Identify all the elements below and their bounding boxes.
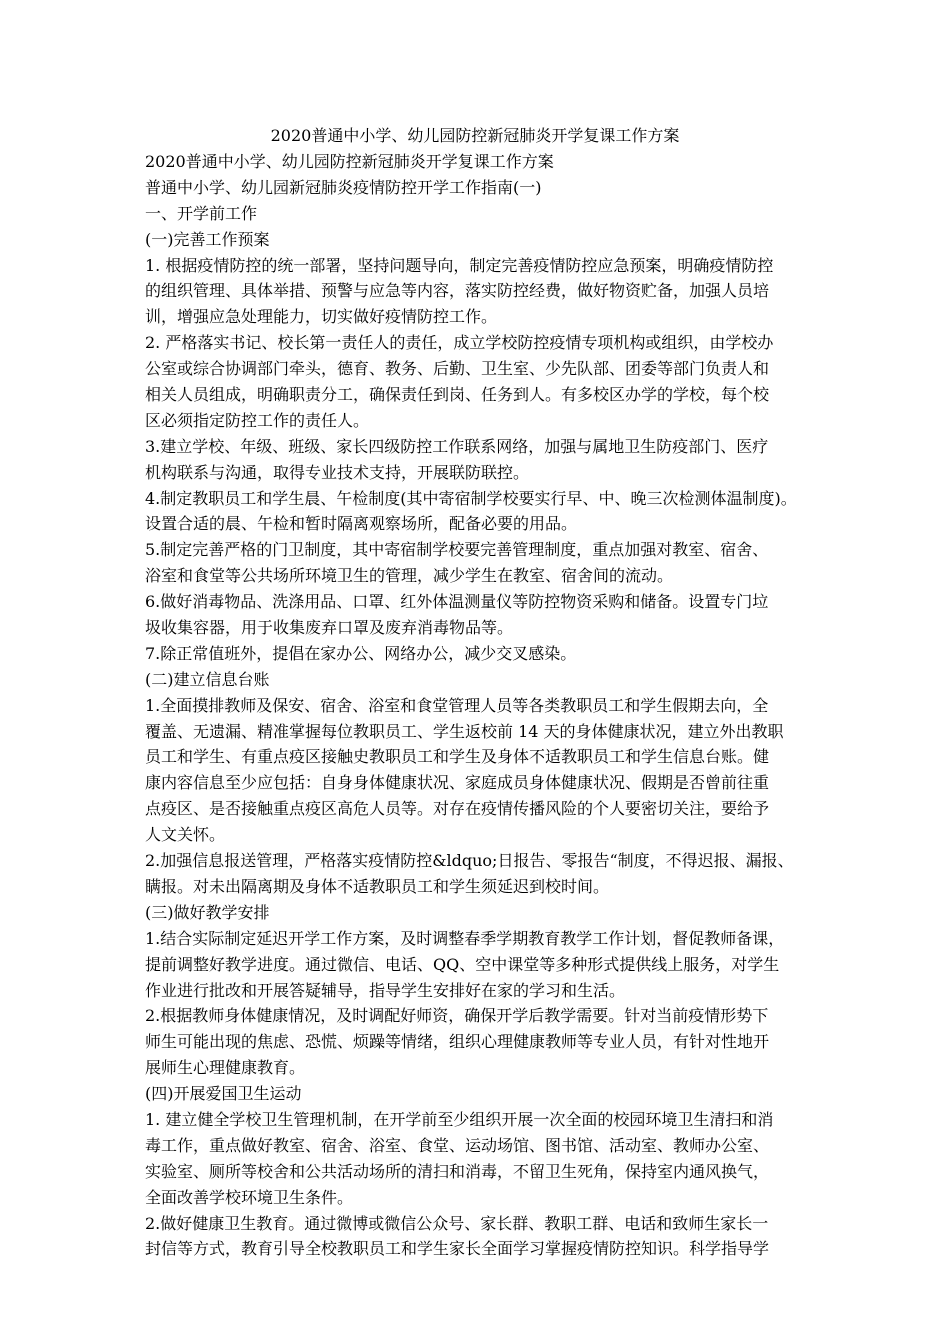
text-line: 机构联系与沟通，取得专业技术支持，开展联防联控。 <box>145 462 530 482</box>
text-line: (四)开展爱国卫生运动 <box>145 1084 302 1104</box>
text-line: 6.做好消毒物品、洗涤用品、口罩、红外体温测量仪等防控物资采购和储备。设置专门垃 <box>145 592 769 612</box>
text-line: (二)建立信息台账 <box>145 669 270 689</box>
text-line: 员工和学生、有重点疫区接触史教职员工和学生及身体不适教职员工和学生信息台账。健 <box>145 747 770 767</box>
text-line: 瞒报。对未出隔离期及身体不适教职员工和学生须延迟到校时间。 <box>145 876 610 896</box>
text-line: 圾收集容器，用于收集废弃口罩及废弃消毒物品等。 <box>145 618 514 638</box>
text-line: 3.建立学校、年级、班级、家长四级防控工作联系网络，加强与属地卫生防疫部门、医疗 <box>145 436 769 456</box>
text-line: (三)做好教学安排 <box>145 902 270 922</box>
text-line: 2.加强信息报送管理，严格落实疫情防控&ldquo;日报告、零报告“制度，不得迟报、漏报、 <box>145 851 794 871</box>
text-line: 2020普通中小学、幼儿园防控新冠肺炎开学复课工作方案 <box>145 152 554 171</box>
text-line: 提前调整好教学进度。通过微信、电话、QQ、空中课堂等多种形式提供线上服务，对学生 <box>145 954 780 974</box>
text-line: 1.结合实际制定延迟开学工作方案，及时调整春季学期教育教学工作计划，督促教师备课， <box>145 928 785 948</box>
text-line: 师生可能出现的焦虑、恐慌、烦躁等情绪，组织心理健康教师等专业人员，有针对性地开 <box>145 1032 770 1052</box>
text-line: 区必须指定防控工作的责任人。 <box>145 410 370 430</box>
text-line: (一)完善工作预案 <box>145 229 270 249</box>
text-line: 的组织管理、具体举措、预警与应急等内容，落实防控经费，做好物资贮备，加强人员培 <box>145 281 770 301</box>
text-line: 一、开学前工作 <box>145 203 258 223</box>
text-line: 2.做好健康卫生教育。通过微博或微信公众号、家长群、教职工群、电话和致师生家长一 <box>145 1213 769 1233</box>
document-body <box>145 149 815 1262</box>
text-line: 全面改善学校环境卫生条件。 <box>145 1187 354 1207</box>
text-line: 公室或综合协调部门牵头，德育、教务、后勤、卫生室、少先队部、团委等部门负责人和 <box>145 359 770 379</box>
text-line: 训，增强应急处理能力，切实做好疫情防控工作。 <box>145 307 498 327</box>
text-line: 设置合适的晨、午检和暂时隔离观察场所，配备必要的用品。 <box>145 514 578 534</box>
text-line: 4.制定教职员工和学生晨、午检制度(其中寄宿制学校要实行早、中、晚三次检测体温制度)。 <box>145 488 797 508</box>
text-line: 1.全面摸排教师及保安、宿舍、浴室和食堂管理人员等各类教职员工和学生假期去向，全 <box>145 695 769 715</box>
text-line: 2.根据教师身体健康情况，及时调配好师资，确保开学后教学需要。针对当前疫情形势下 <box>145 1006 769 1026</box>
text-line: 7.除正常值班外，提倡在家办公、网络办公，减少交叉感染。 <box>145 643 577 663</box>
text-line: 5.制定完善严格的门卫制度，其中寄宿制学校要完善管理制度，重点加强对教室、宿舍、 <box>145 540 769 560</box>
text-line: 康内容信息至少应包括：自身身体健康状况、家庭成员身体健康状况、假期是否曾前往重 <box>145 773 770 793</box>
text-line: 1. 建立健全学校卫生管理机制，在开学前至少组织开展一次全面的校园环境卫生清扫和消 <box>145 1109 774 1129</box>
text-line: 封信等方式，教育引导全校教职员工和学生家长全面学习掌握疫情防控知识。科学指导学 <box>145 1239 770 1259</box>
text-line: 2. 严格落实书记、校长第一责任人的责任，成立学校防控疫情专项机构或组织，由学校办 <box>145 333 774 353</box>
text-line: 毒工作，重点做好教室、宿舍、浴室、食堂、运动场馆、图书馆、活动室、教师办公室、 <box>145 1135 770 1155</box>
document-title: 2020普通中小学、幼儿园防控新冠肺炎开学复课工作方案 <box>270 126 680 145</box>
text-line: 点疫区、是否接触重点疫区高危人员等。对存在疫情传播风险的个人要密切关注，要给予 <box>145 799 770 819</box>
text-line: 普通中小学、幼儿园新冠肺炎疫情防控开学工作指南(一) <box>145 177 542 197</box>
text-line: 实验室、厕所等校舍和公共活动场所的清扫和消毒，不留卫生死角，保持室内通风换气， <box>145 1161 770 1181</box>
text-line: 覆盖、无遗漏、精准掌握每位教职员工、学生返校前 14 天的身体健康状况，建立外出教职 <box>145 721 784 741</box>
text-line: 相关人员组成，明确职责分工，确保责任到岗、任务到人。有多校区办学的学校，每个校 <box>145 385 770 405</box>
text-line: 作业进行批改和开展答疑辅导，指导学生安排好在家的学习和生活。 <box>145 980 626 1000</box>
text-line: 1. 根据疫情防控的统一部署，坚持问题导向，制定完善疫情防控应急预案，明确疫情防控 <box>145 255 774 275</box>
text-line: 展师生心理健康教育。 <box>145 1058 306 1078</box>
text-line: 浴室和食堂等公共场所环境卫生的管理，减少学生在教室、宿舍间的流动。 <box>145 566 674 586</box>
text-line: 人文关怀。 <box>145 825 226 845</box>
